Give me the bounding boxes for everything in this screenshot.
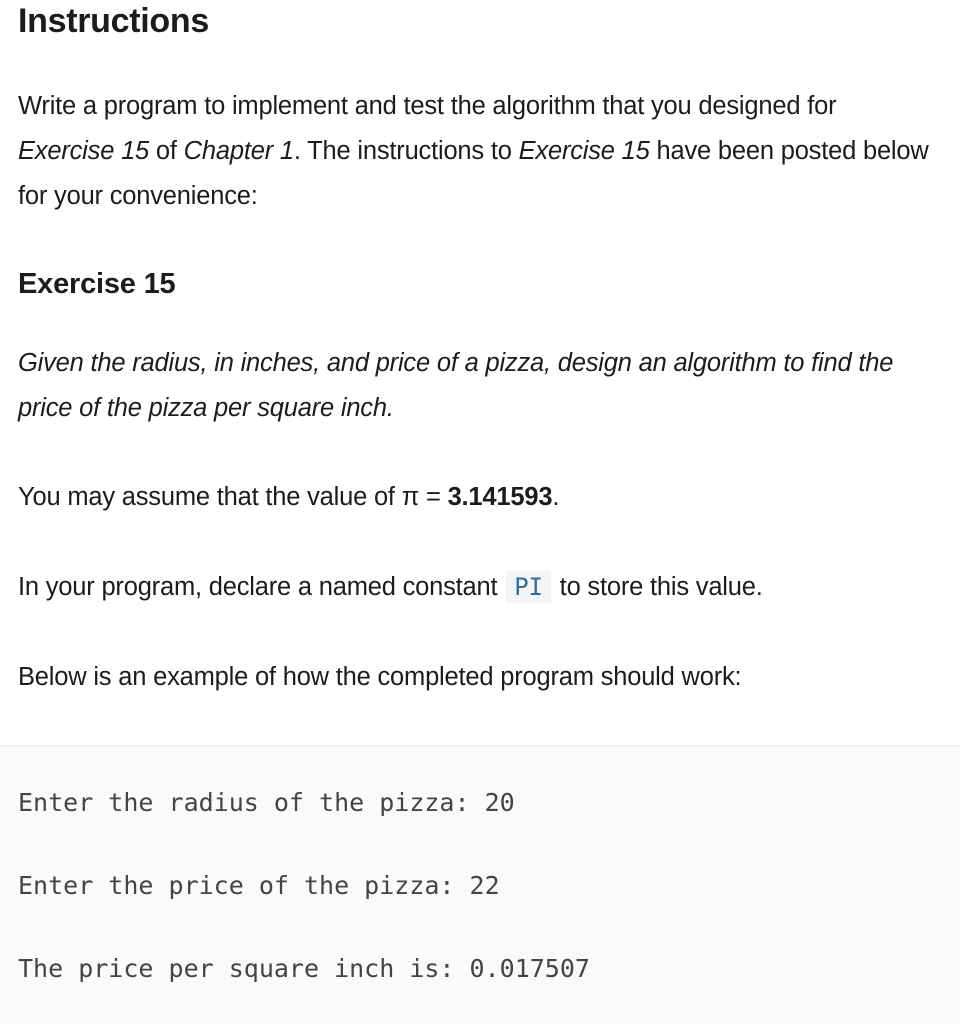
constant-note-prefix: In your program, declare a named constant xyxy=(18,573,505,601)
pi-constant-code: PI xyxy=(506,571,551,603)
constant-note xyxy=(18,565,938,610)
chapter-reference: Chapter 1 xyxy=(183,137,294,165)
exercise-description: Given the radius, in inches, and price of a pizza, design an algorithm to find the price of the pizza per square inch. xyxy=(18,349,894,422)
intro-text-2: of xyxy=(149,137,184,165)
example-intro: Below is an example of how the completed program should work: xyxy=(18,663,742,691)
pi-value: 3.141593 xyxy=(447,483,553,511)
sample-run-line: The price per square inch is: 0.017507 xyxy=(18,954,590,983)
exercise-reference-2: Exercise 15 xyxy=(518,137,650,165)
exercise-reference: Exercise 15 xyxy=(18,137,150,165)
intro-paragraph xyxy=(18,84,938,219)
pi-note xyxy=(18,475,938,520)
pi-note-suffix: . xyxy=(552,483,560,511)
page-title: Instructions xyxy=(18,2,209,40)
sample-run-line: Enter the radius of the pizza: 20 xyxy=(18,788,515,817)
intro-text-1: Write a program to implement and test the algorithm that you designed for xyxy=(18,92,837,120)
sample-run-line: Enter the price of the pizza: 22 xyxy=(18,871,500,900)
exercise-heading: Exercise 15 xyxy=(18,268,176,300)
constant-note-suffix: to store this value. xyxy=(552,573,763,601)
pi-note-prefix: You may assume that the value of π = xyxy=(18,483,448,511)
intro-text-4: have been posted below for your convenience: xyxy=(18,137,929,210)
sample-run-block xyxy=(0,745,960,1024)
intro-text-3: . The instructions to xyxy=(293,137,519,165)
